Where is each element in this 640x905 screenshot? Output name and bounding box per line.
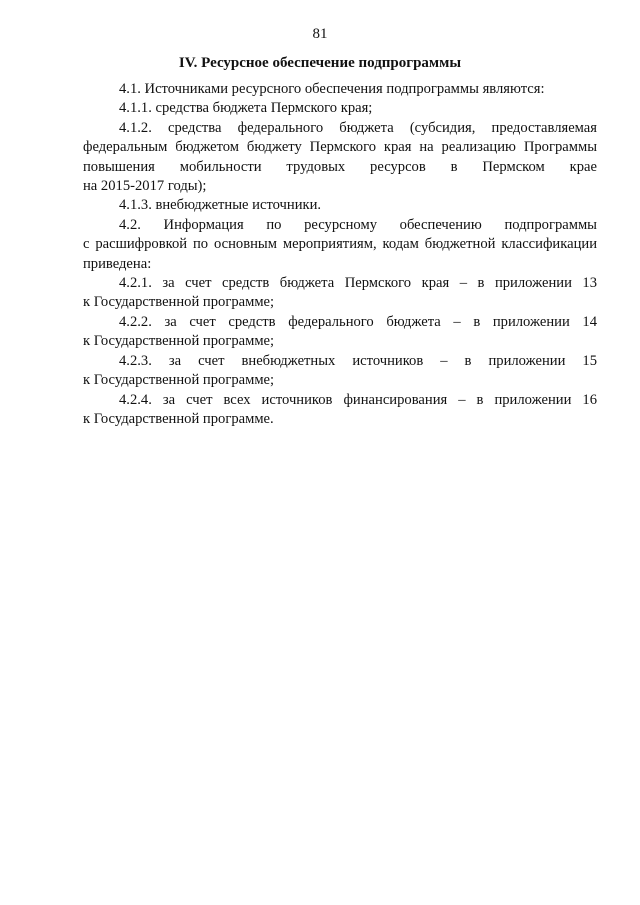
section-body: [83, 80, 597, 429]
paragraph-line: 4.1.1. средства бюджета Пермского края;: [119, 100, 373, 117]
paragraph-4-1-2: [83, 119, 597, 197]
paragraph-line: на 2015-2017 годы);: [83, 178, 207, 195]
paragraph-line: к Государственной программе.: [83, 410, 274, 427]
paragraph-line: 4.2.1. за счет средств бюджета Пермского края – в приложении 13: [119, 275, 597, 292]
paragraph-line: федеральным бюджетом бюджету Пермского края на реализацию Программы: [83, 139, 597, 156]
page-number: 81: [312, 26, 328, 42]
paragraph-4-1-1: [83, 99, 597, 118]
paragraph-line: к Государственной программе;: [83, 372, 275, 389]
section-heading: IV. Ресурсное обеспечение подпрограммы: [178, 55, 462, 71]
paragraph-4-1: [83, 80, 597, 99]
paragraph-4-2-1: [83, 274, 597, 313]
paragraph-4-2-3: [83, 352, 597, 391]
paragraph-line: к Государственной программе;: [83, 333, 275, 350]
paragraph-line: 4.1. Источниками ресурсного обеспечения подпрограммы являются:: [119, 81, 545, 97]
paragraph-line: 4.2.3. за счет внебюджетных источников – в приложении 15: [119, 352, 597, 369]
paragraph-4-2-2: [83, 313, 597, 352]
paragraph-line: повышения мобильности трудовых ресурсов в Пермском крае: [83, 158, 597, 175]
paragraph-line: к Государственной программе;: [83, 294, 275, 311]
paragraph-4-2-4: [83, 391, 597, 430]
paragraph-line: 4.2.4. за счет всех источников финансирования – в приложении 16: [119, 391, 597, 408]
paragraph-line: с расшифровкой по основным мероприятиям, кодам бюджетной классификации: [83, 236, 597, 253]
paragraph-line: 4.2. Информация по ресурсному обеспечению подпрограммы: [119, 216, 597, 233]
paragraph-line: приведена:: [83, 255, 152, 272]
paragraph-line: 4.2.2. за счет средств федерального бюджета – в приложении 14: [119, 313, 597, 330]
paragraph-line: 4.1.2. средства федерального бюджета (субсидия, предоставляемая: [119, 119, 597, 136]
paragraph-4-2: [83, 216, 597, 274]
paragraph-4-1-3: [83, 196, 597, 215]
paragraph-line: 4.1.3. внебюджетные источники.: [119, 197, 322, 214]
